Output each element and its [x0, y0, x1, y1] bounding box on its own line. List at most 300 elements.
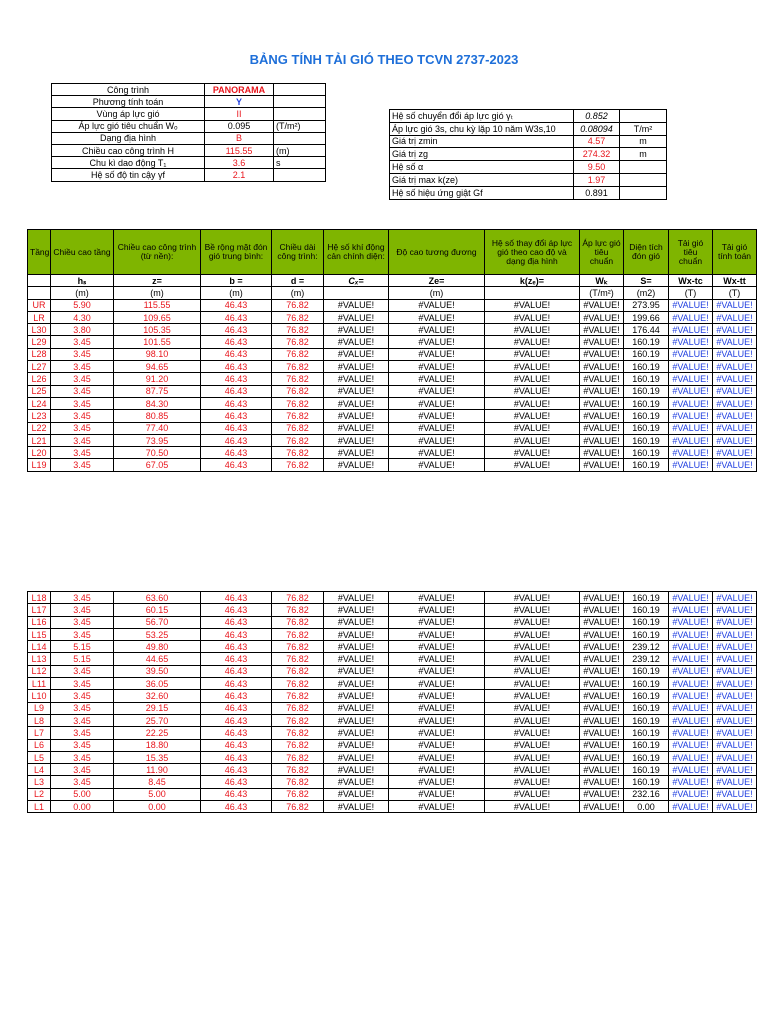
- info-value: 2.1: [205, 169, 274, 181]
- coef-value: 0.08094: [574, 122, 620, 135]
- load-standard-cell: #VALUE!: [669, 422, 713, 434]
- elevation-cell: 67.05: [114, 459, 201, 471]
- floor-cell: L12: [28, 665, 51, 677]
- ze-cell: #VALUE!: [389, 397, 485, 409]
- ze-cell: #VALUE!: [389, 592, 485, 604]
- load-design-cell: #VALUE!: [713, 801, 757, 813]
- unit-cell: (T/m²): [580, 287, 624, 299]
- cx-cell: #VALUE!: [324, 385, 389, 397]
- elevation-cell: 77.40: [114, 422, 201, 434]
- wk-cell: #VALUE!: [580, 324, 624, 336]
- width-cell: 46.43: [201, 739, 272, 751]
- floor-cell: L29: [28, 336, 51, 348]
- area-cell: 160.19: [624, 702, 669, 714]
- width-cell: 46.43: [201, 459, 272, 471]
- coef-value: 1.97: [574, 173, 620, 186]
- elevation-cell: 91.20: [114, 373, 201, 385]
- table-row: [28, 324, 757, 336]
- elevation-cell: 0.00: [114, 801, 201, 813]
- ze-cell: #VALUE!: [389, 702, 485, 714]
- info-unit: [274, 108, 326, 120]
- load-design-cell: #VALUE!: [713, 678, 757, 690]
- ze-cell: #VALUE!: [389, 361, 485, 373]
- cx-cell: #VALUE!: [324, 690, 389, 702]
- load-design-cell: #VALUE!: [713, 665, 757, 677]
- ze-cell: #VALUE!: [389, 616, 485, 628]
- cx-cell: #VALUE!: [324, 776, 389, 788]
- info-unit: [274, 84, 326, 96]
- story-height-cell: 5.90: [51, 299, 114, 311]
- floor-cell: L17: [28, 604, 51, 616]
- width-cell: 46.43: [201, 678, 272, 690]
- table-row: [28, 788, 757, 800]
- area-cell: 160.19: [624, 628, 669, 640]
- elevation-cell: 73.95: [114, 434, 201, 446]
- area-cell: 160.19: [624, 592, 669, 604]
- cx-cell: #VALUE!: [324, 459, 389, 471]
- coef-value: 4.57: [574, 135, 620, 148]
- width-cell: 46.43: [201, 592, 272, 604]
- width-cell: 46.43: [201, 616, 272, 628]
- wind-load-table-top: [27, 229, 757, 472]
- unit-cell: (m): [201, 287, 272, 299]
- elevation-cell: 18.80: [114, 739, 201, 751]
- elevation-cell: 109.65: [114, 311, 201, 323]
- table-row: [28, 665, 757, 677]
- kze-cell: #VALUE!: [485, 616, 580, 628]
- story-height-cell: 3.45: [51, 397, 114, 409]
- kze-cell: #VALUE!: [485, 751, 580, 763]
- wk-cell: #VALUE!: [580, 739, 624, 751]
- unit-cell: (m): [272, 287, 324, 299]
- load-standard-cell: #VALUE!: [669, 361, 713, 373]
- ze-cell: #VALUE!: [389, 801, 485, 813]
- floor-cell: L18: [28, 592, 51, 604]
- kze-cell: #VALUE!: [485, 653, 580, 665]
- ze-cell: #VALUE!: [389, 385, 485, 397]
- table-row: [28, 299, 757, 311]
- load-design-cell: #VALUE!: [713, 690, 757, 702]
- length-cell: 76.82: [272, 714, 324, 726]
- kze-cell: #VALUE!: [485, 714, 580, 726]
- wk-cell: #VALUE!: [580, 628, 624, 640]
- cx-cell: #VALUE!: [324, 616, 389, 628]
- load-design-cell: #VALUE!: [713, 336, 757, 348]
- wk-cell: #VALUE!: [580, 714, 624, 726]
- kze-cell: #VALUE!: [485, 739, 580, 751]
- floor-cell: L20: [28, 447, 51, 459]
- cx-cell: #VALUE!: [324, 410, 389, 422]
- coef-row: [390, 186, 667, 199]
- cx-cell: #VALUE!: [324, 788, 389, 800]
- width-cell: 46.43: [201, 690, 272, 702]
- wk-cell: #VALUE!: [580, 678, 624, 690]
- length-cell: 76.82: [272, 616, 324, 628]
- floor-cell: L2: [28, 788, 51, 800]
- info-unit: (m): [274, 144, 326, 156]
- wk-cell: #VALUE!: [580, 702, 624, 714]
- column-header: Bề rộng mặt đón gió trung bình:: [201, 230, 272, 275]
- story-height-cell: 3.45: [51, 373, 114, 385]
- floor-cell: L15: [28, 628, 51, 640]
- elevation-cell: 98.10: [114, 348, 201, 360]
- elevation-cell: 87.75: [114, 385, 201, 397]
- load-standard-cell: #VALUE!: [669, 447, 713, 459]
- story-height-cell: 3.45: [51, 751, 114, 763]
- ze-cell: #VALUE!: [389, 776, 485, 788]
- column-header: Chiều dài công trình:: [272, 230, 324, 275]
- info-label: Vùng áp lực gió: [52, 108, 205, 120]
- unit-cell: (m2): [624, 287, 669, 299]
- story-height-cell: 3.45: [51, 348, 114, 360]
- ze-cell: #VALUE!: [389, 410, 485, 422]
- unit-row: [28, 287, 757, 299]
- wk-cell: #VALUE!: [580, 616, 624, 628]
- load-design-cell: #VALUE!: [713, 397, 757, 409]
- unit-cell: (m): [114, 287, 201, 299]
- area-cell: 160.19: [624, 665, 669, 677]
- width-cell: 46.43: [201, 410, 272, 422]
- load-standard-cell: #VALUE!: [669, 324, 713, 336]
- coef-value: 9.50: [574, 161, 620, 174]
- info-value: Y: [205, 96, 274, 108]
- length-cell: 76.82: [272, 665, 324, 677]
- table-row: [28, 459, 757, 471]
- info-value: B: [205, 132, 274, 144]
- elevation-cell: 11.90: [114, 764, 201, 776]
- ze-cell: #VALUE!: [389, 299, 485, 311]
- area-cell: 160.19: [624, 727, 669, 739]
- load-design-cell: #VALUE!: [713, 459, 757, 471]
- table-row: [28, 434, 757, 446]
- floor-cell: L4: [28, 764, 51, 776]
- symbol-cell: z=: [114, 275, 201, 287]
- symbol-cell: Wx-tc: [669, 275, 713, 287]
- table-row: [28, 311, 757, 323]
- load-standard-cell: #VALUE!: [669, 616, 713, 628]
- ze-cell: #VALUE!: [389, 311, 485, 323]
- elevation-cell: 22.25: [114, 727, 201, 739]
- story-height-cell: 3.45: [51, 690, 114, 702]
- story-height-cell: 3.45: [51, 604, 114, 616]
- width-cell: 46.43: [201, 422, 272, 434]
- story-height-cell: 3.45: [51, 678, 114, 690]
- area-cell: 160.19: [624, 690, 669, 702]
- load-standard-cell: #VALUE!: [669, 410, 713, 422]
- length-cell: 76.82: [272, 739, 324, 751]
- cx-cell: #VALUE!: [324, 801, 389, 813]
- column-header: Tải gió tiêu chuẩn: [669, 230, 713, 275]
- coefficient-table: [389, 109, 667, 200]
- area-cell: 160.19: [624, 459, 669, 471]
- elevation-cell: 105.35: [114, 324, 201, 336]
- coef-label: Giá trị zmin: [390, 135, 574, 148]
- load-design-cell: #VALUE!: [713, 311, 757, 323]
- elevation-cell: 8.45: [114, 776, 201, 788]
- table-row: [28, 641, 757, 653]
- floor-cell: L28: [28, 348, 51, 360]
- area-cell: 160.19: [624, 678, 669, 690]
- area-cell: 199.66: [624, 311, 669, 323]
- story-height-cell: 4.30: [51, 311, 114, 323]
- symbol-cell: k(zₑ)=: [485, 275, 580, 287]
- info-value: 0.095: [205, 120, 274, 132]
- floor-cell: L27: [28, 361, 51, 373]
- wk-cell: #VALUE!: [580, 397, 624, 409]
- ze-cell: #VALUE!: [389, 653, 485, 665]
- column-header: Hệ số khí động cản chính diện:: [324, 230, 389, 275]
- elevation-cell: 36.05: [114, 678, 201, 690]
- info-label: Chu kì dao động T₁: [52, 157, 205, 169]
- load-standard-cell: #VALUE!: [669, 336, 713, 348]
- width-cell: 46.43: [201, 702, 272, 714]
- story-height-cell: 3.45: [51, 410, 114, 422]
- wk-cell: #VALUE!: [580, 459, 624, 471]
- story-height-cell: 3.45: [51, 592, 114, 604]
- kze-cell: #VALUE!: [485, 801, 580, 813]
- story-height-cell: 3.45: [51, 422, 114, 434]
- load-standard-cell: #VALUE!: [669, 348, 713, 360]
- wk-cell: #VALUE!: [580, 385, 624, 397]
- elevation-cell: 5.00: [114, 788, 201, 800]
- info-label: Dạng địa hình: [52, 132, 205, 144]
- load-design-cell: #VALUE!: [713, 788, 757, 800]
- area-cell: 160.19: [624, 604, 669, 616]
- unit-cell: (T): [669, 287, 713, 299]
- load-design-cell: #VALUE!: [713, 776, 757, 788]
- ze-cell: #VALUE!: [389, 764, 485, 776]
- cx-cell: #VALUE!: [324, 299, 389, 311]
- load-standard-cell: #VALUE!: [669, 311, 713, 323]
- table-row: [28, 373, 757, 385]
- unit-cell: (m): [51, 287, 114, 299]
- load-design-cell: #VALUE!: [713, 348, 757, 360]
- load-design-cell: #VALUE!: [713, 299, 757, 311]
- coef-unit: [620, 186, 667, 199]
- info-unit: [274, 169, 326, 181]
- ze-cell: #VALUE!: [389, 324, 485, 336]
- area-cell: 160.19: [624, 397, 669, 409]
- length-cell: 76.82: [272, 690, 324, 702]
- floor-cell: L30: [28, 324, 51, 336]
- wk-cell: #VALUE!: [580, 434, 624, 446]
- kze-cell: #VALUE!: [485, 604, 580, 616]
- load-design-cell: #VALUE!: [713, 628, 757, 640]
- info-unit: s: [274, 157, 326, 169]
- coef-unit: m: [620, 148, 667, 161]
- floor-cell: L8: [28, 714, 51, 726]
- table-row: [28, 410, 757, 422]
- load-standard-cell: #VALUE!: [669, 592, 713, 604]
- coef-unit: [620, 173, 667, 186]
- kze-cell: #VALUE!: [485, 385, 580, 397]
- symbol-cell: Wₖ: [580, 275, 624, 287]
- kze-cell: #VALUE!: [485, 727, 580, 739]
- story-height-cell: 5.15: [51, 641, 114, 653]
- load-standard-cell: #VALUE!: [669, 801, 713, 813]
- cx-cell: #VALUE!: [324, 678, 389, 690]
- ze-cell: #VALUE!: [389, 690, 485, 702]
- floor-cell: L25: [28, 385, 51, 397]
- coef-row: [390, 135, 667, 148]
- length-cell: 76.82: [272, 361, 324, 373]
- width-cell: 46.43: [201, 348, 272, 360]
- length-cell: 76.82: [272, 776, 324, 788]
- cx-cell: #VALUE!: [324, 592, 389, 604]
- load-standard-cell: #VALUE!: [669, 714, 713, 726]
- floor-cell: L22: [28, 422, 51, 434]
- kze-cell: #VALUE!: [485, 324, 580, 336]
- table-row: [28, 361, 757, 373]
- coef-row: [390, 173, 667, 186]
- coef-label: Giá trị zg: [390, 148, 574, 161]
- load-design-cell: #VALUE!: [713, 434, 757, 446]
- story-height-cell: 3.45: [51, 385, 114, 397]
- cx-cell: #VALUE!: [324, 764, 389, 776]
- elevation-cell: 49.80: [114, 641, 201, 653]
- info-value: PANORAMA: [205, 84, 274, 96]
- kze-cell: #VALUE!: [485, 788, 580, 800]
- elevation-cell: 80.85: [114, 410, 201, 422]
- load-design-cell: #VALUE!: [713, 422, 757, 434]
- table-row: [28, 616, 757, 628]
- length-cell: 76.82: [272, 373, 324, 385]
- wk-cell: #VALUE!: [580, 751, 624, 763]
- load-design-cell: #VALUE!: [713, 702, 757, 714]
- kze-cell: #VALUE!: [485, 397, 580, 409]
- kze-cell: #VALUE!: [485, 434, 580, 446]
- wk-cell: #VALUE!: [580, 653, 624, 665]
- width-cell: 46.43: [201, 397, 272, 409]
- table-row: [28, 422, 757, 434]
- story-height-cell: 3.45: [51, 665, 114, 677]
- area-cell: 176.44: [624, 324, 669, 336]
- kze-cell: #VALUE!: [485, 336, 580, 348]
- kze-cell: #VALUE!: [485, 361, 580, 373]
- kze-cell: #VALUE!: [485, 592, 580, 604]
- load-standard-cell: #VALUE!: [669, 702, 713, 714]
- story-height-cell: 3.45: [51, 727, 114, 739]
- floor-cell: L21: [28, 434, 51, 446]
- width-cell: 46.43: [201, 361, 272, 373]
- cx-cell: #VALUE!: [324, 422, 389, 434]
- elevation-cell: 25.70: [114, 714, 201, 726]
- load-standard-cell: #VALUE!: [669, 653, 713, 665]
- kze-cell: #VALUE!: [485, 311, 580, 323]
- symbol-row: [28, 275, 757, 287]
- coef-unit: T/m²: [620, 122, 667, 135]
- cx-cell: #VALUE!: [324, 628, 389, 640]
- load-design-cell: #VALUE!: [713, 714, 757, 726]
- elevation-cell: 101.55: [114, 336, 201, 348]
- width-cell: 46.43: [201, 311, 272, 323]
- floor-cell: L10: [28, 690, 51, 702]
- area-cell: 160.19: [624, 616, 669, 628]
- ze-cell: #VALUE!: [389, 714, 485, 726]
- width-cell: 46.43: [201, 801, 272, 813]
- area-cell: 232.16: [624, 788, 669, 800]
- elevation-cell: 84.30: [114, 397, 201, 409]
- cx-cell: #VALUE!: [324, 665, 389, 677]
- column-header: Tầng: [28, 230, 51, 275]
- story-height-cell: 3.80: [51, 324, 114, 336]
- area-cell: 0.00: [624, 801, 669, 813]
- load-design-cell: #VALUE!: [713, 764, 757, 776]
- area-cell: 160.19: [624, 739, 669, 751]
- length-cell: 76.82: [272, 727, 324, 739]
- cx-cell: #VALUE!: [324, 702, 389, 714]
- cx-cell: #VALUE!: [324, 739, 389, 751]
- width-cell: 46.43: [201, 299, 272, 311]
- load-standard-cell: #VALUE!: [669, 604, 713, 616]
- area-cell: 160.19: [624, 751, 669, 763]
- length-cell: 76.82: [272, 434, 324, 446]
- wk-cell: #VALUE!: [580, 311, 624, 323]
- ze-cell: #VALUE!: [389, 678, 485, 690]
- load-standard-cell: #VALUE!: [669, 373, 713, 385]
- load-standard-cell: #VALUE!: [669, 628, 713, 640]
- wk-cell: #VALUE!: [580, 604, 624, 616]
- table-row: [28, 397, 757, 409]
- kze-cell: #VALUE!: [485, 702, 580, 714]
- wk-cell: #VALUE!: [580, 776, 624, 788]
- column-header: Chiều cao tầng: [51, 230, 114, 275]
- info-unit: [274, 132, 326, 144]
- load-standard-cell: #VALUE!: [669, 727, 713, 739]
- width-cell: 46.43: [201, 628, 272, 640]
- width-cell: 46.43: [201, 727, 272, 739]
- floor-cell: L16: [28, 616, 51, 628]
- elevation-cell: 29.15: [114, 702, 201, 714]
- symbol-cell: hₛ: [51, 275, 114, 287]
- kze-cell: #VALUE!: [485, 348, 580, 360]
- page-title: BẢNG TÍNH TẢI GIÓ THEO TCVN 2737-2023: [249, 52, 519, 67]
- load-standard-cell: #VALUE!: [669, 751, 713, 763]
- info-row: [52, 96, 326, 108]
- load-standard-cell: #VALUE!: [669, 641, 713, 653]
- ze-cell: #VALUE!: [389, 373, 485, 385]
- cx-cell: #VALUE!: [324, 311, 389, 323]
- load-standard-cell: #VALUE!: [669, 299, 713, 311]
- ze-cell: #VALUE!: [389, 788, 485, 800]
- wk-cell: #VALUE!: [580, 592, 624, 604]
- length-cell: 76.82: [272, 447, 324, 459]
- area-cell: 160.19: [624, 447, 669, 459]
- elevation-cell: 94.65: [114, 361, 201, 373]
- kze-cell: #VALUE!: [485, 665, 580, 677]
- length-cell: 76.82: [272, 336, 324, 348]
- load-design-cell: #VALUE!: [713, 739, 757, 751]
- story-height-cell: 5.00: [51, 788, 114, 800]
- info-row: [52, 120, 326, 132]
- kze-cell: #VALUE!: [485, 410, 580, 422]
- info-row: [52, 132, 326, 144]
- wk-cell: #VALUE!: [580, 336, 624, 348]
- floor-cell: L19: [28, 459, 51, 471]
- symbol-cell: Wx-tt: [713, 275, 757, 287]
- area-cell: 160.19: [624, 714, 669, 726]
- info-unit: (T/m²): [274, 120, 326, 132]
- length-cell: 76.82: [272, 422, 324, 434]
- cx-cell: #VALUE!: [324, 727, 389, 739]
- column-header: Diện tích đón gió: [624, 230, 669, 275]
- coef-value: 274.32: [574, 148, 620, 161]
- load-design-cell: #VALUE!: [713, 324, 757, 336]
- cx-cell: #VALUE!: [324, 714, 389, 726]
- length-cell: 76.82: [272, 311, 324, 323]
- length-cell: 76.82: [272, 702, 324, 714]
- area-cell: 160.19: [624, 776, 669, 788]
